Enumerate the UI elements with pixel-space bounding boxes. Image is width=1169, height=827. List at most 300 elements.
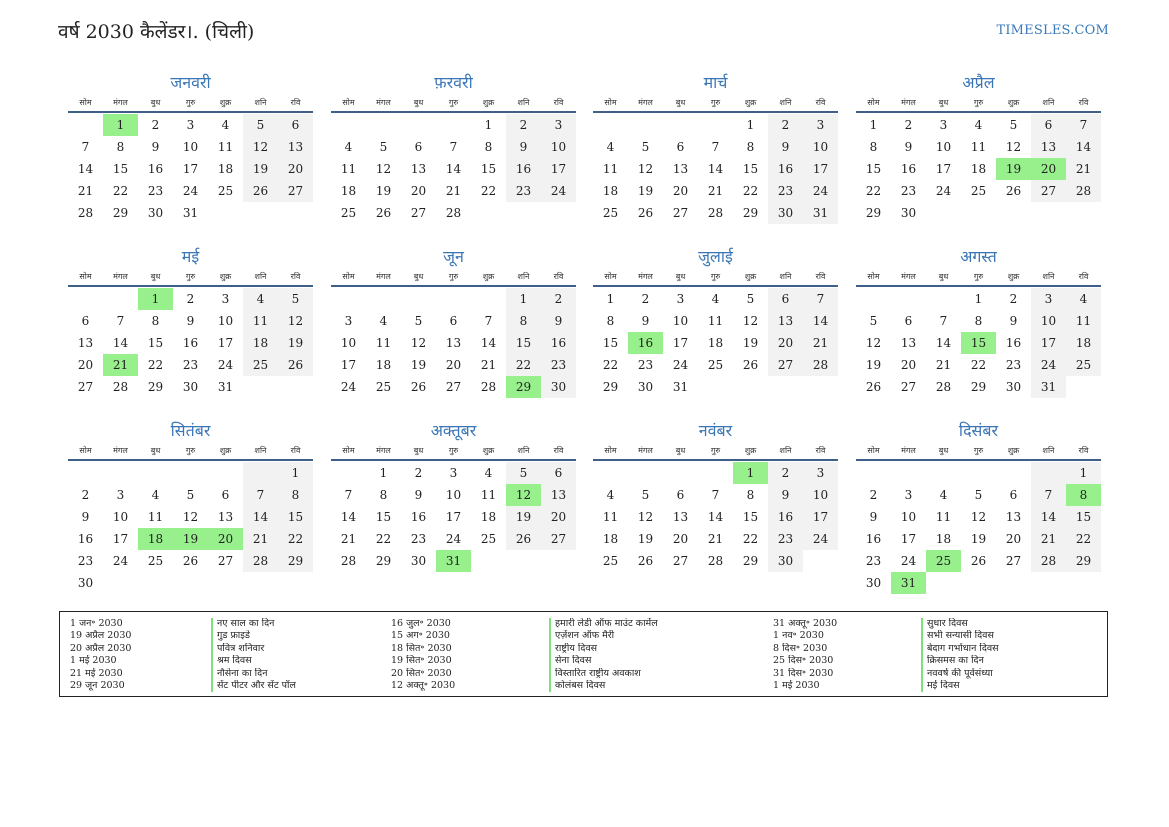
day-cell[interactable]: 5	[974, 488, 983, 502]
day-cell[interactable]: 13	[1031, 136, 1066, 158]
day-cell[interactable]: 24	[217, 358, 234, 372]
day-cell[interactable]: 24	[1031, 354, 1066, 376]
day-cell[interactable]: 30	[410, 554, 427, 568]
day-cell[interactable]: 17	[803, 506, 838, 528]
day-cell[interactable]: 22	[865, 184, 882, 198]
day-cell[interactable]: 8	[278, 484, 313, 506]
day-cell[interactable]: 23	[541, 354, 576, 376]
day-cell[interactable]: 17	[340, 358, 357, 372]
day-cell[interactable]: 23	[182, 358, 199, 372]
day-cell[interactable]: 14	[935, 336, 952, 350]
day-cell[interactable]: 16	[147, 162, 164, 176]
day-cell[interactable]: 5	[278, 288, 313, 310]
day-cell[interactable]: 21	[935, 358, 952, 372]
day-cell[interactable]: 28	[707, 554, 724, 568]
day-cell[interactable]: 25	[602, 206, 619, 220]
day-cell[interactable]: 19	[410, 358, 427, 372]
day-cell[interactable]: 7	[711, 140, 720, 154]
day-cell[interactable]: 16	[768, 158, 803, 180]
site-link[interactable]: TIMESLES.COM	[996, 23, 1109, 38]
day-cell[interactable]: 23	[506, 180, 541, 202]
day-cell[interactable]: 26	[742, 358, 759, 372]
day-cell[interactable]: 2	[641, 292, 650, 306]
day-cell[interactable]: 9	[768, 136, 803, 158]
day-cell[interactable]: 27	[900, 380, 917, 394]
day-cell[interactable]: 1	[746, 118, 755, 132]
day-cell[interactable]: 1	[606, 292, 615, 306]
holiday-day-cell[interactable]: 1	[138, 288, 173, 310]
day-cell[interactable]: 27	[768, 354, 803, 376]
day-cell[interactable]: 24	[935, 184, 952, 198]
day-cell[interactable]: 25	[602, 554, 619, 568]
day-cell[interactable]: 14	[243, 506, 278, 528]
day-cell[interactable]: 23	[77, 554, 94, 568]
day-cell[interactable]: 14	[445, 162, 462, 176]
day-cell[interactable]: 19	[375, 184, 392, 198]
day-cell[interactable]: 18	[970, 162, 987, 176]
day-cell[interactable]: 18	[935, 532, 952, 546]
day-cell[interactable]: 15	[506, 332, 541, 354]
day-cell[interactable]: 24	[672, 358, 689, 372]
day-cell[interactable]: 18	[1066, 332, 1101, 354]
day-cell[interactable]: 7	[81, 140, 90, 154]
day-cell[interactable]: 13	[900, 336, 917, 350]
day-cell[interactable]: 10	[803, 136, 838, 158]
day-cell[interactable]: 28	[243, 550, 278, 572]
day-cell[interactable]: 22	[602, 358, 619, 372]
day-cell[interactable]: 3	[221, 292, 230, 306]
day-cell[interactable]: 20	[768, 332, 803, 354]
day-cell[interactable]: 11	[707, 314, 724, 328]
day-cell[interactable]: 1	[506, 288, 541, 310]
day-cell[interactable]: 20	[672, 184, 689, 198]
day-cell[interactable]: 16	[541, 332, 576, 354]
day-cell[interactable]: 23	[768, 180, 803, 202]
day-cell[interactable]: 7	[116, 314, 125, 328]
day-cell[interactable]: 3	[344, 314, 353, 328]
day-cell[interactable]: 3	[904, 488, 913, 502]
day-cell[interactable]: 19	[278, 332, 313, 354]
day-cell[interactable]: 28	[707, 206, 724, 220]
day-cell[interactable]: 9	[1009, 314, 1018, 328]
day-cell[interactable]: 30	[865, 576, 882, 590]
day-cell[interactable]: 6	[221, 488, 230, 502]
day-cell[interactable]: 29	[112, 206, 129, 220]
day-cell[interactable]: 19	[742, 336, 759, 350]
day-cell[interactable]: 1	[278, 462, 313, 484]
day-cell[interactable]: 22	[742, 532, 759, 546]
day-cell[interactable]: 13	[768, 310, 803, 332]
holiday-day-cell[interactable]: 19	[996, 158, 1031, 180]
day-cell[interactable]: 8	[379, 488, 388, 502]
holiday-day-cell[interactable]: 12	[506, 484, 541, 506]
day-cell[interactable]: 22	[278, 528, 313, 550]
day-cell[interactable]: 27	[278, 180, 313, 202]
day-cell[interactable]: 10	[340, 336, 357, 350]
day-cell[interactable]: 12	[742, 314, 759, 328]
day-cell[interactable]: 20	[445, 358, 462, 372]
day-cell[interactable]: 14	[480, 336, 497, 350]
day-cell[interactable]: 4	[606, 140, 615, 154]
day-cell[interactable]: 7	[344, 488, 353, 502]
day-cell[interactable]: 13	[672, 162, 689, 176]
day-cell[interactable]: 23	[865, 554, 882, 568]
day-cell[interactable]: 29	[970, 380, 987, 394]
day-cell[interactable]: 6	[1009, 488, 1018, 502]
day-cell[interactable]: 4	[379, 314, 388, 328]
day-cell[interactable]: 9	[768, 484, 803, 506]
day-cell[interactable]: 3	[803, 462, 838, 484]
day-cell[interactable]: 8	[746, 488, 755, 502]
day-cell[interactable]: 10	[1031, 310, 1066, 332]
day-cell[interactable]: 14	[1031, 506, 1066, 528]
day-cell[interactable]: 29	[865, 206, 882, 220]
day-cell[interactable]: 19	[637, 532, 654, 546]
day-cell[interactable]: 25	[480, 532, 497, 546]
day-cell[interactable]: 26	[182, 554, 199, 568]
day-cell[interactable]: 21	[340, 532, 357, 546]
day-cell[interactable]: 30	[147, 206, 164, 220]
day-cell[interactable]: 6	[81, 314, 90, 328]
day-cell[interactable]: 14	[77, 162, 94, 176]
day-cell[interactable]: 23	[768, 528, 803, 550]
day-cell[interactable]: 27	[1031, 180, 1066, 202]
day-cell[interactable]: 7	[449, 140, 458, 154]
day-cell[interactable]: 24	[803, 180, 838, 202]
day-cell[interactable]: 5	[186, 488, 195, 502]
day-cell[interactable]: 23	[637, 358, 654, 372]
day-cell[interactable]: 21	[243, 528, 278, 550]
day-cell[interactable]: 15	[278, 506, 313, 528]
day-cell[interactable]: 20	[541, 506, 576, 528]
day-cell[interactable]: 9	[151, 140, 160, 154]
day-cell[interactable]: 18	[243, 332, 278, 354]
day-cell[interactable]: 4	[344, 140, 353, 154]
day-cell[interactable]: 24	[803, 528, 838, 550]
day-cell[interactable]: 31	[803, 202, 838, 224]
day-cell[interactable]: 10	[803, 484, 838, 506]
day-cell[interactable]: 21	[707, 532, 724, 546]
day-cell[interactable]: 2	[186, 292, 195, 306]
day-cell[interactable]: 20	[410, 184, 427, 198]
day-cell[interactable]: 19	[243, 158, 278, 180]
day-cell[interactable]: 5	[641, 488, 650, 502]
day-cell[interactable]: 4	[974, 118, 983, 132]
day-cell[interactable]: 1	[379, 466, 388, 480]
day-cell[interactable]: 28	[935, 380, 952, 394]
day-cell[interactable]: 26	[970, 554, 987, 568]
holiday-day-cell[interactable]: 31	[891, 572, 926, 594]
day-cell[interactable]: 9	[641, 314, 650, 328]
day-cell[interactable]: 27	[541, 528, 576, 550]
day-cell[interactable]: 11	[602, 510, 619, 524]
day-cell[interactable]: 8	[606, 314, 615, 328]
day-cell[interactable]: 7	[484, 314, 493, 328]
day-cell[interactable]: 8	[869, 140, 878, 154]
day-cell[interactable]: 13	[1005, 510, 1022, 524]
day-cell[interactable]: 5	[869, 314, 878, 328]
day-cell[interactable]: 28	[445, 206, 462, 220]
day-cell[interactable]: 24	[182, 184, 199, 198]
day-cell[interactable]: 23	[900, 184, 917, 198]
day-cell[interactable]: 25	[340, 206, 357, 220]
day-cell[interactable]: 28	[803, 354, 838, 376]
day-cell[interactable]: 2	[506, 114, 541, 136]
day-cell[interactable]: 27	[217, 554, 234, 568]
day-cell[interactable]: 5	[746, 292, 755, 306]
day-cell[interactable]: 18	[602, 532, 619, 546]
day-cell[interactable]: 13	[410, 162, 427, 176]
day-cell[interactable]: 17	[112, 532, 129, 546]
day-cell[interactable]: 4	[606, 488, 615, 502]
day-cell[interactable]: 30	[77, 576, 94, 590]
day-cell[interactable]: 22	[480, 184, 497, 198]
day-cell[interactable]: 16	[865, 532, 882, 546]
day-cell[interactable]: 15	[112, 162, 129, 176]
day-cell[interactable]: 9	[414, 488, 423, 502]
day-cell[interactable]: 29	[742, 554, 759, 568]
day-cell[interactable]: 9	[81, 510, 90, 524]
day-cell[interactable]: 18	[217, 162, 234, 176]
day-cell[interactable]: 25	[243, 354, 278, 376]
day-cell[interactable]: 9	[541, 310, 576, 332]
day-cell[interactable]: 15	[480, 162, 497, 176]
day-cell[interactable]: 22	[112, 184, 129, 198]
day-cell[interactable]: 14	[1066, 136, 1101, 158]
day-cell[interactable]: 4	[939, 488, 948, 502]
day-cell[interactable]: 16	[1005, 336, 1022, 350]
day-cell[interactable]: 14	[707, 510, 724, 524]
day-cell[interactable]: 12	[637, 162, 654, 176]
day-cell[interactable]: 6	[676, 140, 685, 154]
day-cell[interactable]: 27	[672, 554, 689, 568]
day-cell[interactable]: 8	[506, 310, 541, 332]
day-cell[interactable]: 11	[340, 162, 357, 176]
day-cell[interactable]: 29	[742, 206, 759, 220]
day-cell[interactable]: 26	[243, 180, 278, 202]
day-cell[interactable]: 24	[340, 380, 357, 394]
day-cell[interactable]: 16	[900, 162, 917, 176]
day-cell[interactable]: 30	[541, 376, 576, 398]
day-cell[interactable]: 12	[1005, 140, 1022, 154]
holiday-day-cell[interactable]: 25	[926, 550, 961, 572]
day-cell[interactable]: 17	[182, 162, 199, 176]
day-cell[interactable]: 15	[742, 510, 759, 524]
day-cell[interactable]: 19	[865, 358, 882, 372]
holiday-day-cell[interactable]: 19	[173, 528, 208, 550]
day-cell[interactable]: 22	[375, 532, 392, 546]
holiday-day-cell[interactable]: 1	[103, 114, 138, 136]
day-cell[interactable]: 17	[1031, 332, 1066, 354]
day-cell[interactable]: 28	[77, 206, 94, 220]
day-cell[interactable]: 11	[375, 336, 392, 350]
day-cell[interactable]: 4	[711, 292, 720, 306]
day-cell[interactable]: 30	[768, 202, 803, 224]
day-cell[interactable]: 26	[865, 380, 882, 394]
day-cell[interactable]: 27	[445, 380, 462, 394]
holiday-day-cell[interactable]: 16	[628, 332, 663, 354]
day-cell[interactable]: 2	[151, 118, 160, 132]
day-cell[interactable]: 18	[480, 510, 497, 524]
day-cell[interactable]: 19	[637, 184, 654, 198]
day-cell[interactable]: 27	[410, 206, 427, 220]
day-cell[interactable]: 6	[449, 314, 458, 328]
day-cell[interactable]: 13	[77, 336, 94, 350]
day-cell[interactable]: 16	[182, 336, 199, 350]
day-cell[interactable]: 5	[506, 462, 541, 484]
holiday-day-cell[interactable]: 8	[1066, 484, 1101, 506]
day-cell[interactable]: 18	[602, 184, 619, 198]
holiday-day-cell[interactable]: 29	[506, 376, 541, 398]
day-cell[interactable]: 4	[151, 488, 160, 502]
day-cell[interactable]: 4	[1066, 288, 1101, 310]
day-cell[interactable]: 12	[410, 336, 427, 350]
day-cell[interactable]: 29	[147, 380, 164, 394]
day-cell[interactable]: 18	[707, 336, 724, 350]
day-cell[interactable]: 13	[278, 136, 313, 158]
day-cell[interactable]: 1	[869, 118, 878, 132]
day-cell[interactable]: 28	[1066, 180, 1101, 202]
day-cell[interactable]: 24	[445, 532, 462, 546]
day-cell[interactable]: 7	[711, 488, 720, 502]
holiday-day-cell[interactable]: 20	[208, 528, 243, 550]
day-cell[interactable]: 10	[935, 140, 952, 154]
day-cell[interactable]: 25	[217, 184, 234, 198]
day-cell[interactable]: 13	[541, 484, 576, 506]
day-cell[interactable]: 9	[186, 314, 195, 328]
day-cell[interactable]: 3	[449, 466, 458, 480]
day-cell[interactable]: 31	[217, 380, 234, 394]
day-cell[interactable]: 22	[742, 184, 759, 198]
day-cell[interactable]: 16	[506, 158, 541, 180]
day-cell[interactable]: 10	[672, 314, 689, 328]
day-cell[interactable]: 26	[375, 206, 392, 220]
day-cell[interactable]: 23	[1005, 358, 1022, 372]
day-cell[interactable]: 17	[445, 510, 462, 524]
day-cell[interactable]: 28	[340, 554, 357, 568]
day-cell[interactable]: 28	[112, 380, 129, 394]
day-cell[interactable]: 24	[900, 554, 917, 568]
day-cell[interactable]: 17	[541, 158, 576, 180]
day-cell[interactable]: 9	[904, 140, 913, 154]
day-cell[interactable]: 11	[480, 488, 497, 502]
day-cell[interactable]: 20	[278, 158, 313, 180]
day-cell[interactable]: 19	[970, 532, 987, 546]
day-cell[interactable]: 28	[480, 380, 497, 394]
day-cell[interactable]: 12	[278, 310, 313, 332]
day-cell[interactable]: 13	[672, 510, 689, 524]
day-cell[interactable]: 8	[746, 140, 755, 154]
day-cell[interactable]: 29	[375, 554, 392, 568]
day-cell[interactable]: 25	[147, 554, 164, 568]
day-cell[interactable]: 19	[506, 506, 541, 528]
holiday-day-cell[interactable]: 18	[138, 528, 173, 550]
day-cell[interactable]: 17	[935, 162, 952, 176]
day-cell[interactable]: 26	[1005, 184, 1022, 198]
day-cell[interactable]: 15	[742, 162, 759, 176]
day-cell[interactable]: 3	[186, 118, 195, 132]
day-cell[interactable]: 16	[77, 532, 94, 546]
day-cell[interactable]: 7	[1031, 484, 1066, 506]
day-cell[interactable]: 12	[182, 510, 199, 524]
day-cell[interactable]: 2	[768, 462, 803, 484]
day-cell[interactable]: 21	[445, 184, 462, 198]
holiday-day-cell[interactable]: 1	[733, 462, 768, 484]
day-cell[interactable]: 6	[676, 488, 685, 502]
day-cell[interactable]: 11	[970, 140, 987, 154]
day-cell[interactable]: 5	[641, 140, 650, 154]
day-cell[interactable]: 3	[803, 114, 838, 136]
day-cell[interactable]: 24	[541, 180, 576, 202]
holiday-day-cell[interactable]: 15	[961, 332, 996, 354]
day-cell[interactable]: 21	[707, 184, 724, 198]
day-cell[interactable]: 10	[182, 140, 199, 154]
day-cell[interactable]: 21	[1031, 528, 1066, 550]
day-cell[interactable]: 9	[869, 510, 878, 524]
day-cell[interactable]: 6	[904, 314, 913, 328]
day-cell[interactable]: 26	[637, 206, 654, 220]
day-cell[interactable]: 2	[869, 488, 878, 502]
day-cell[interactable]: 25	[970, 184, 987, 198]
day-cell[interactable]: 26	[410, 380, 427, 394]
day-cell[interactable]: 26	[278, 354, 313, 376]
day-cell[interactable]: 4	[221, 118, 230, 132]
day-cell[interactable]: 18	[375, 358, 392, 372]
day-cell[interactable]: 30	[768, 550, 803, 572]
day-cell[interactable]: 8	[151, 314, 160, 328]
day-cell[interactable]: 21	[1066, 158, 1101, 180]
day-cell[interactable]: 10	[445, 488, 462, 502]
day-cell[interactable]: 13	[445, 336, 462, 350]
day-cell[interactable]: 29	[278, 550, 313, 572]
day-cell[interactable]: 15	[1066, 506, 1101, 528]
day-cell[interactable]: 18	[340, 184, 357, 198]
day-cell[interactable]: 22	[147, 358, 164, 372]
day-cell[interactable]: 6	[1031, 114, 1066, 136]
day-cell[interactable]: 30	[1005, 380, 1022, 394]
day-cell[interactable]: 31	[1031, 376, 1066, 398]
day-cell[interactable]: 5	[379, 140, 388, 154]
day-cell[interactable]: 1	[484, 118, 493, 132]
day-cell[interactable]: 12	[970, 510, 987, 524]
day-cell[interactable]: 7	[243, 484, 278, 506]
day-cell[interactable]: 11	[935, 510, 952, 524]
day-cell[interactable]: 4	[243, 288, 278, 310]
holiday-day-cell[interactable]: 21	[103, 354, 138, 376]
day-cell[interactable]: 20	[1005, 532, 1022, 546]
day-cell[interactable]: 20	[672, 532, 689, 546]
day-cell[interactable]: 3	[939, 118, 948, 132]
day-cell[interactable]: 24	[112, 554, 129, 568]
day-cell[interactable]: 23	[410, 532, 427, 546]
day-cell[interactable]: 17	[217, 336, 234, 350]
day-cell[interactable]: 6	[414, 140, 423, 154]
day-cell[interactable]: 14	[803, 310, 838, 332]
day-cell[interactable]: 8	[974, 314, 983, 328]
day-cell[interactable]: 15	[375, 510, 392, 524]
day-cell[interactable]: 22	[1066, 528, 1101, 550]
day-cell[interactable]: 11	[147, 510, 164, 524]
day-cell[interactable]: 2	[414, 466, 423, 480]
day-cell[interactable]: 21	[480, 358, 497, 372]
day-cell[interactable]: 22	[506, 354, 541, 376]
day-cell[interactable]: 29	[1066, 550, 1101, 572]
day-cell[interactable]: 27	[672, 206, 689, 220]
day-cell[interactable]: 1	[974, 292, 983, 306]
day-cell[interactable]: 16	[410, 510, 427, 524]
day-cell[interactable]: 6	[541, 462, 576, 484]
day-cell[interactable]: 27	[1005, 554, 1022, 568]
